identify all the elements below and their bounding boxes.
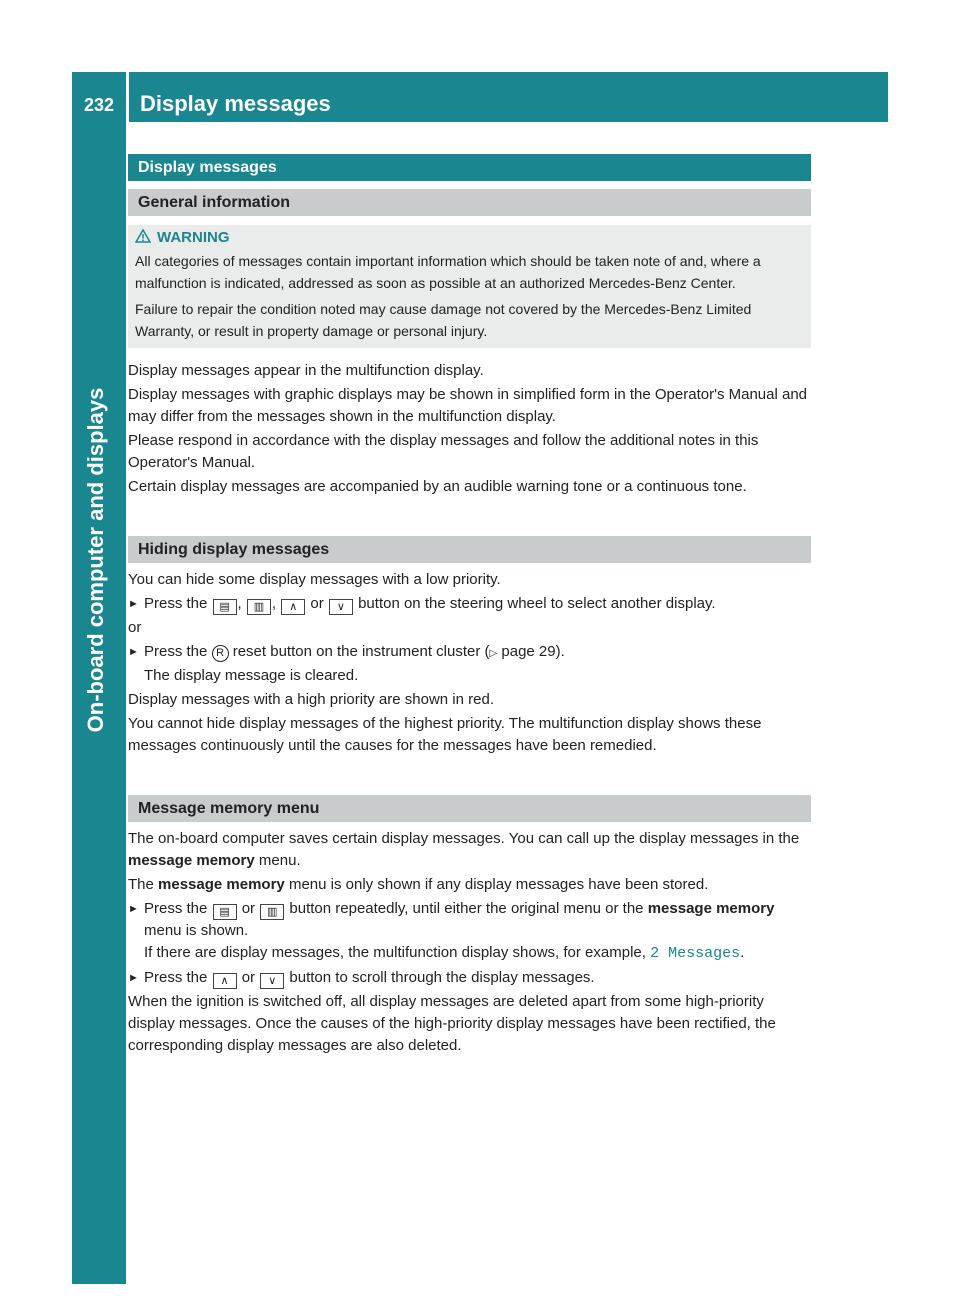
example-message: 2 Messages bbox=[650, 945, 741, 962]
hiding-heading: Hiding display messages bbox=[128, 536, 811, 563]
hiding-intro: You can hide some display messages with a low priority. bbox=[128, 571, 501, 588]
reset-r-icon: R bbox=[212, 645, 229, 662]
general-paragraph-3: Please respond in accordance with the display messages and follow the additional notes in this Operator's Manual. bbox=[128, 432, 759, 471]
memory-paragraph-3: When the ignition is switched off, all display messages are deleted apart from some high-priority display messages. Once the causes of the high-priority display messages have been rectified, the corresponding display messages are also deleted. bbox=[128, 993, 776, 1054]
warning-text-1: All categories of messages contain important information which should be taken note of and, where a malfunction is indicated, addressed as soon as possible at an authorized Mercedes-Benz Center. bbox=[135, 253, 761, 291]
memory-heading: Message memory menu bbox=[128, 795, 811, 822]
general-information-heading: General information bbox=[128, 189, 811, 216]
memory-paragraph-2: The message memory menu is only shown if any display messages have been stored. bbox=[128, 876, 709, 893]
arrow-up-icon: ∧ bbox=[281, 599, 305, 615]
arrow-down-icon: ∨ bbox=[260, 973, 284, 989]
page-number: 232 bbox=[83, 95, 115, 115]
step-arrow-icon: ► bbox=[128, 646, 139, 658]
hiding-step-2: ► Press the R reset button on the instrument cluster (▷ page 29). The display message is cleared. bbox=[128, 643, 565, 684]
section-title: Display messages bbox=[128, 154, 811, 181]
warning-triangle-icon bbox=[135, 229, 151, 243]
display-back-icon: ▤ bbox=[213, 599, 237, 615]
hiding-step-2-result: The display message is cleared. bbox=[144, 667, 359, 684]
step-arrow-icon: ► bbox=[128, 903, 139, 915]
display-forward-icon: ▥ bbox=[260, 904, 284, 920]
hiding-paragraph-1: Display messages with a high priority are shown in red. bbox=[128, 691, 494, 708]
header-title: Display messages bbox=[140, 91, 331, 116]
side-label-text: On-board computer and displays bbox=[83, 387, 108, 733]
step-arrow-icon: ► bbox=[128, 598, 139, 610]
general-paragraph-1: Display messages appear in the multifunction display. bbox=[128, 362, 484, 379]
warning-box bbox=[128, 225, 811, 348]
memory-step-2: ► Press the ∧ or ∨ button to scroll through the display messages. bbox=[128, 969, 595, 987]
general-paragraph-2: Display messages with graphic displays may be shown in simplified form in the Operator's Manual and may differ from the messages shown in the multifunction display. bbox=[128, 386, 808, 425]
warning-heading bbox=[135, 227, 805, 249]
warning-text-2: Failure to repair the condition noted may cause damage not covered by the Mercedes-Benz Limited Warranty, or result in property damage or personal injury. bbox=[135, 301, 752, 339]
hiding-or: or bbox=[128, 619, 142, 636]
display-back-icon: ▤ bbox=[213, 904, 237, 920]
step-arrow-icon: ► bbox=[128, 972, 139, 984]
warning-label: WARNING bbox=[157, 229, 230, 246]
arrow-down-icon: ∨ bbox=[329, 599, 353, 615]
hiding-paragraph-2: You cannot hide display messages of the highest priority. The multifunction display shows these messages continuously until the causes for the messages have been remedied. bbox=[128, 715, 762, 754]
hiding-step-1: ► Press the ▤ , ▥ , ∧ or ∨ button on the steering wheel to select another display. bbox=[128, 595, 716, 613]
memory-step-1: ► Press the ▤ or ▥ button repeatedly, until either the original menu or the message memory menu is shown. If there are display messages, the multifunction display shows, for example, 2 Messages. bbox=[128, 900, 775, 962]
content bbox=[128, 154, 811, 1059]
display-forward-icon: ▥ bbox=[247, 599, 271, 615]
header-divider bbox=[126, 72, 129, 122]
memory-paragraph-1: The on-board computer saves certain display messages. You can call up the display messages in the message memory menu. bbox=[128, 830, 800, 869]
side-label bbox=[83, 387, 115, 733]
general-paragraph-4: Certain display messages are accompanied by an audible warning tone or a continuous tone. bbox=[128, 478, 747, 495]
arrow-up-icon: ∧ bbox=[213, 973, 237, 989]
page-ref-triangle-icon: ▷ bbox=[489, 648, 498, 659]
